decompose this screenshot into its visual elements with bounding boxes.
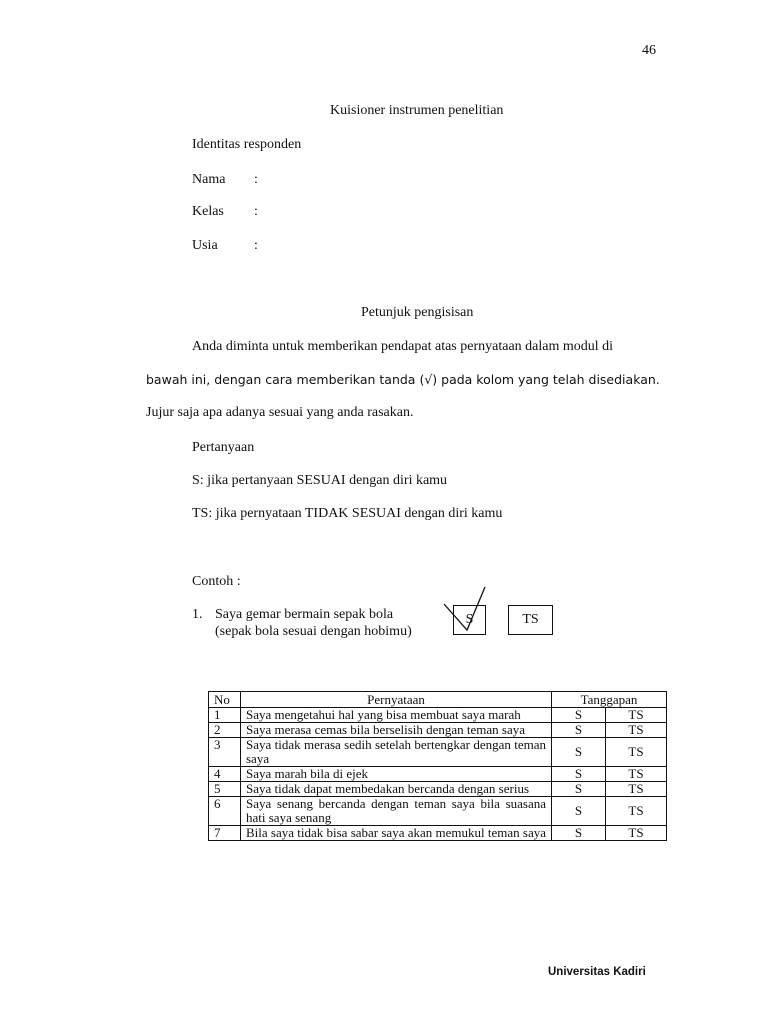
response-ts-cell[interactable]: TS — [606, 767, 667, 782]
field-colon-kelas: : — [254, 204, 258, 219]
row-statement: Bila saya tidak bisa sabar saya akan memukul teman saya — [241, 826, 552, 841]
row-statement: Saya tidak dapat membedakan bercanda dengan serius — [241, 782, 552, 797]
field-label-usia: Usia — [192, 238, 218, 253]
instructions-line-3: Jujur saja apa adanya sesuai yang anda rasakan. — [146, 405, 414, 420]
field-colon-nama: : — [254, 172, 258, 187]
row-statement: Saya merasa cemas bila berselisih dengan teman saya — [241, 723, 552, 738]
row-number: 5 — [209, 782, 241, 797]
response-ts-cell[interactable]: TS — [606, 708, 667, 723]
example-option-ts-label: TS — [522, 612, 539, 627]
example-statement: Saya gemar bermain sepak bola — [215, 607, 394, 622]
response-ts-cell[interactable]: TS — [606, 782, 667, 797]
header-statement: Pernyataan — [241, 692, 552, 708]
footer-university: Universitas Kadiri — [548, 966, 646, 978]
example-number: 1. — [192, 607, 203, 622]
response-s-cell[interactable]: S — [552, 723, 606, 738]
legend-tidak-sesuai: TS: jika pernyataan TIDAK SESUAI dengan diri kamu — [192, 506, 503, 521]
table-row — [209, 782, 667, 797]
response-ts-cell[interactable]: TS — [606, 723, 667, 738]
response-s-cell[interactable]: S — [552, 708, 606, 723]
table-row — [209, 708, 667, 723]
table-row — [209, 797, 667, 826]
row-number: 3 — [209, 738, 241, 767]
response-s-cell[interactable]: S — [552, 797, 606, 826]
instructions-heading: Petunjuk pengisisan — [361, 305, 474, 320]
response-ts-cell[interactable]: TS — [606, 738, 667, 767]
table-row — [209, 723, 667, 738]
table-header-row — [209, 692, 667, 708]
instructions-line-2: bawah ini, dengan cara memberikan tanda (√) pada kolom yang telah disediakan. — [146, 372, 660, 387]
response-s-cell[interactable]: S — [552, 826, 606, 841]
example-option-s-label: S — [465, 612, 474, 627]
instructions-line-1: Anda diminta untuk memberikan pendapat atas pernyataan dalam modul di — [192, 339, 614, 354]
document-title: Kuisioner instrumen penelitian — [330, 103, 504, 118]
row-number: 7 — [209, 826, 241, 841]
identity-heading: Identitas responden — [192, 137, 302, 152]
header-no: No — [209, 692, 241, 708]
table-row — [209, 738, 667, 767]
row-statement: Saya marah bila di ejek — [241, 767, 552, 782]
table-row — [209, 767, 667, 782]
response-ts-cell[interactable]: TS — [606, 797, 667, 826]
row-number: 1 — [209, 708, 241, 723]
question-heading: Pertanyaan — [192, 440, 255, 455]
row-number: 4 — [209, 767, 241, 782]
page-number: 46 — [642, 43, 656, 58]
field-colon-usia: : — [254, 238, 258, 253]
row-number: 2 — [209, 723, 241, 738]
example-heading: Contoh : — [192, 574, 241, 589]
row-number: 6 — [209, 797, 241, 826]
header-response: Tanggapan — [552, 692, 667, 708]
row-statement: Saya senang bercanda dengan teman saya bila suasana hati saya senang — [241, 797, 552, 826]
field-label-kelas: Kelas — [192, 204, 224, 219]
response-s-cell[interactable]: S — [552, 738, 606, 767]
response-s-cell[interactable]: S — [552, 782, 606, 797]
field-label-nama: Nama — [192, 172, 226, 187]
response-s-cell[interactable]: S — [552, 767, 606, 782]
row-statement: Saya tidak merasa sedih setelah bertengkar dengan teman saya — [241, 738, 552, 767]
legend-sesuai: S: jika pertanyaan SESUAI dengan diri kamu — [192, 473, 448, 488]
statement-table — [208, 691, 667, 841]
table-row — [209, 826, 667, 841]
response-ts-cell[interactable]: TS — [606, 826, 667, 841]
row-statement: Saya mengetahui hal yang bisa membuat saya marah — [241, 708, 552, 723]
checkmark-icon — [440, 584, 490, 636]
example-note: (sepak bola sesuai dengan hobimu) — [215, 624, 412, 639]
example-option-ts[interactable] — [508, 605, 553, 635]
